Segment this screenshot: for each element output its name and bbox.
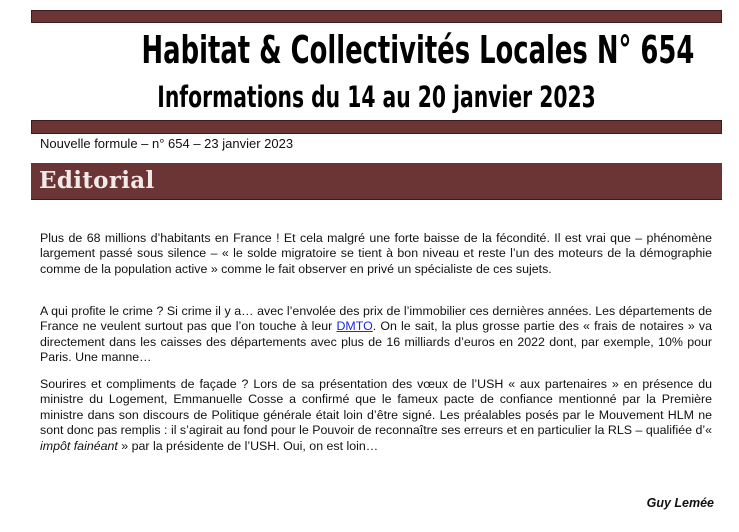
paragraph-2-text-before: A qui profite le crime ? Si crime il y a… avec l’envolée des prix de l’immobilier ces dernières années. Les départements de France ne veulent surtout pas que l’on touche à leur bbox=[40, 304, 712, 334]
paragraph-2-text-after: . On le sait, la plus grosse partie des « frais de notaires » va directement dans les caisses des départements avec plus de 16 milliards d’euros en 2022 dont, par exemple, 10% pour Paris. Une manne… bbox=[40, 319, 712, 365]
paragraph-2 bbox=[40, 304, 712, 366]
section-heading: Editorial bbox=[39, 167, 155, 194]
header-bottom-bar bbox=[31, 120, 722, 134]
paragraph-3-text-before: Sourires et compliments de façade ? Lors de sa présentation des vœux de l’USH « aux partenaires » en présence du ministre du Logement, Emmanuelle Cosse a confirmé que le fameux pacte de confiance mentionné par la Première ministre dans son discours de Politique générale était loin d’être signé. Les préalables posés par le Mouvement HLM ne sont donc pas remplis : il s’agirait au fond pour le Pouvoir de reconnaître ses erreurs et en particulier la RLS – qualifiée d’« bbox=[40, 377, 712, 438]
paragraph-3-italic: impôt fainéant bbox=[40, 438, 118, 453]
newsletter-title: Habitat & Collectivités Locales N° 654 bbox=[141, 28, 695, 72]
issue-line: Nouvelle formule – n° 654 – 23 janvier 2023 bbox=[40, 136, 294, 151]
header-top-bar bbox=[31, 10, 722, 23]
dmto-link[interactable]: DMTO bbox=[336, 319, 373, 334]
author-signature: Guy Lemée bbox=[646, 496, 714, 510]
paragraph-1: Plus de 68 millions d’habitants en France ! Et cela malgré une forte baisse de la fécondité. Il est vrai que – phénomène largement passé sous silence – « le solde migratoire se tient à bon niveau et reste l’un des moteurs de la démographie comme de la population active » comme le fait observer en privé un spécialiste de ces sujets. bbox=[40, 231, 712, 276]
paragraph-3-text-after: » par la présidente de l’USH. Oui, on est loin… bbox=[117, 438, 379, 453]
newsletter-subtitle: Informations du 14 au 20 janvier 2023 bbox=[157, 80, 596, 114]
paragraph-3 bbox=[40, 377, 712, 454]
section-banner bbox=[31, 163, 722, 200]
